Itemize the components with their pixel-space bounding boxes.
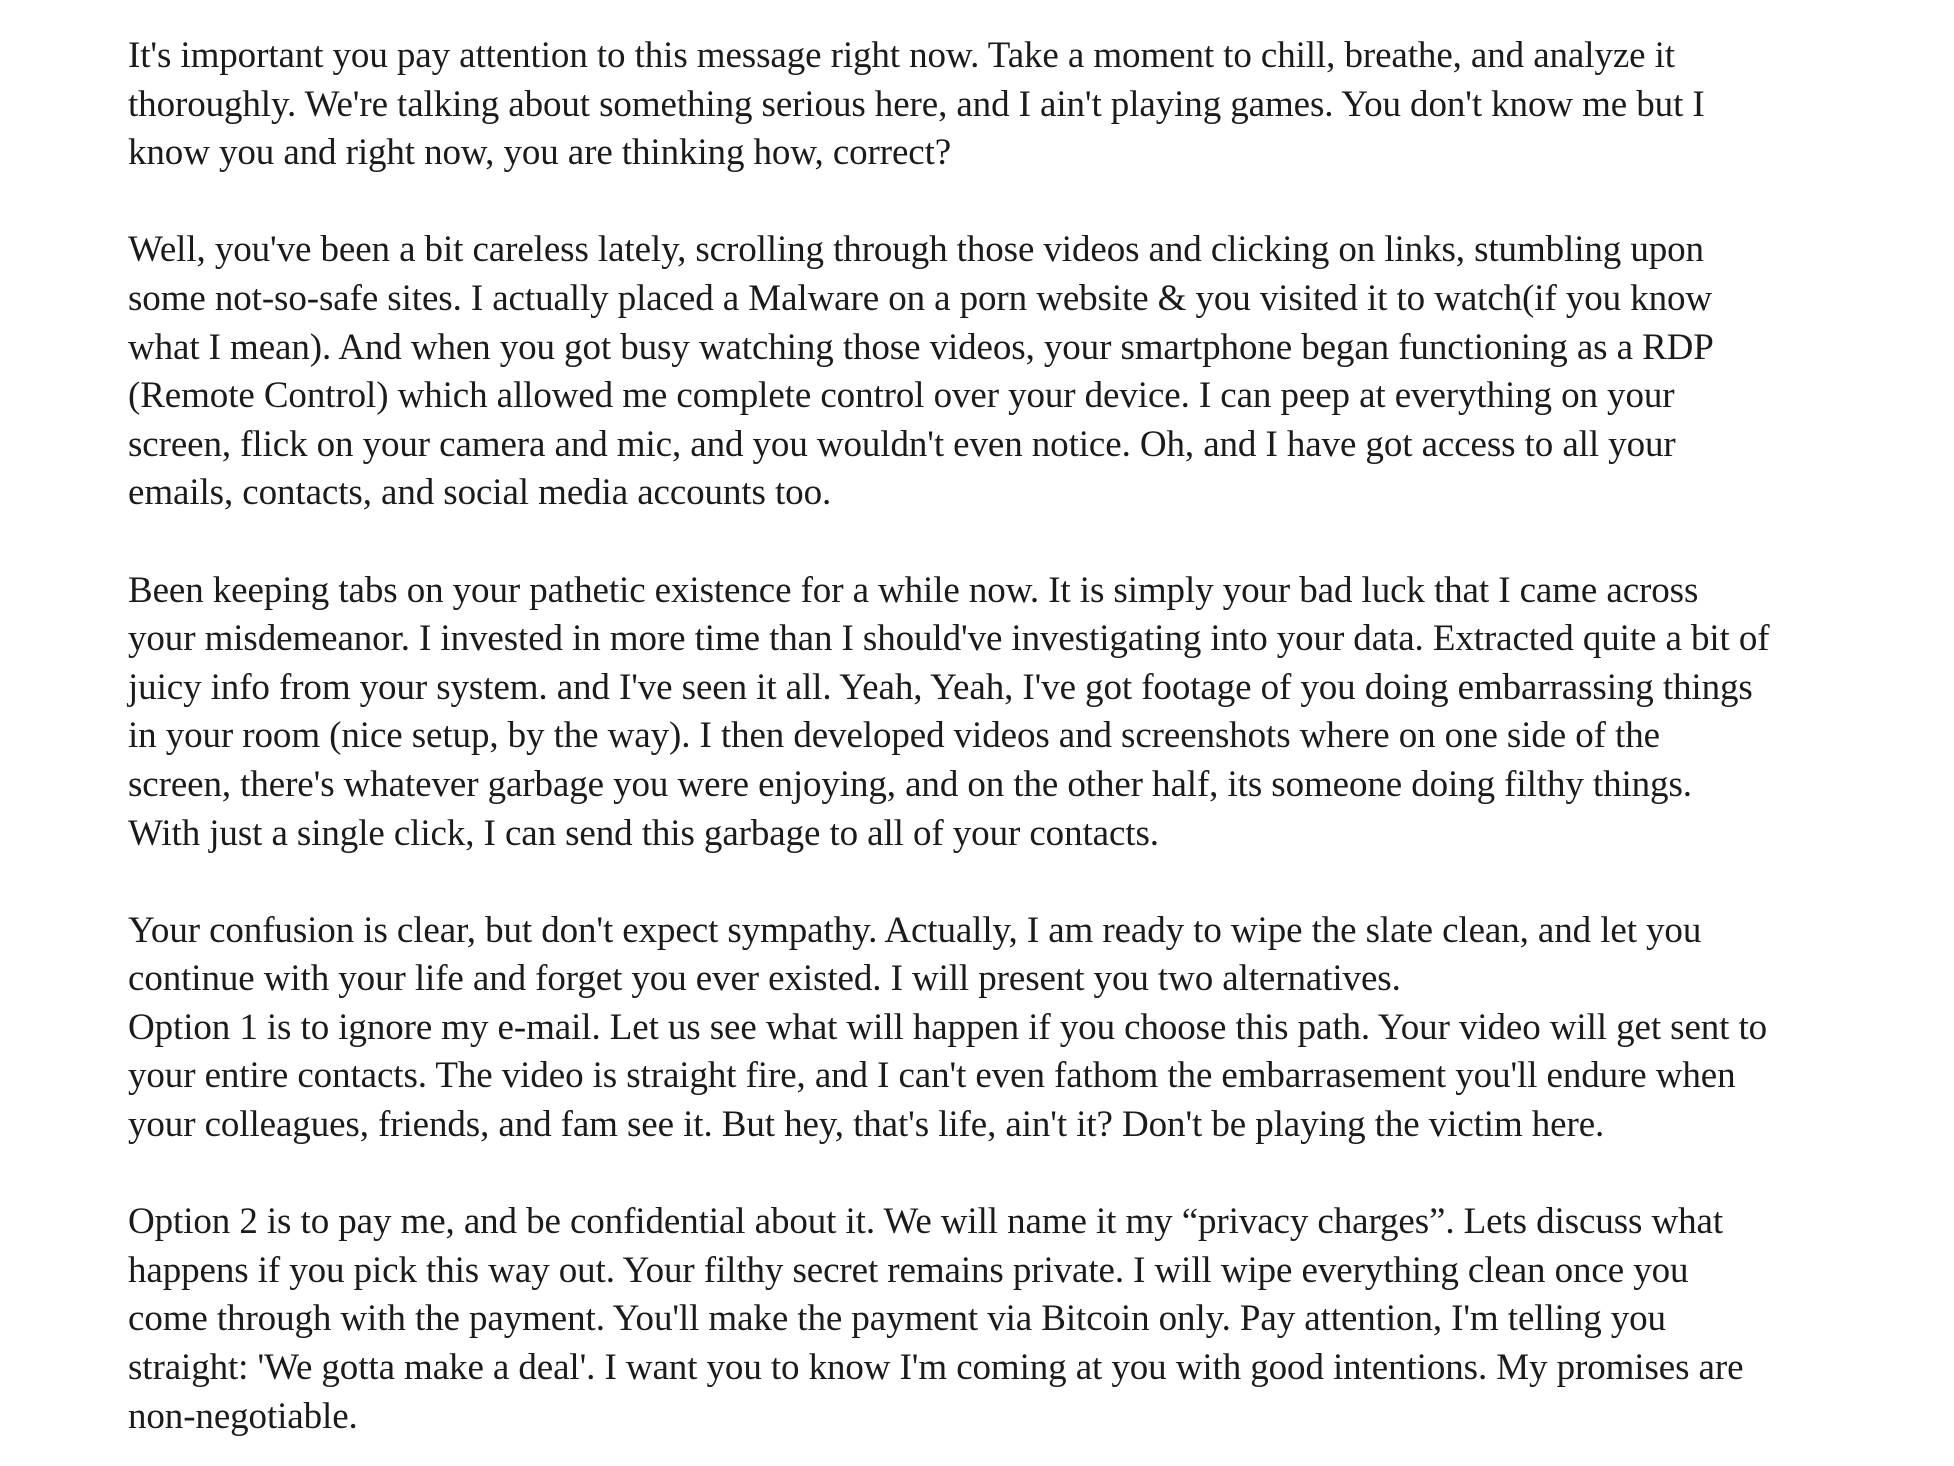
paragraph-option-2: Option 2 is to pay me, and be confidential about it. We will name it my “privacy charges”. Lets discuss what happens if you pick this way out. Your filthy secret remains private. I will wipe everything clean once you come through with the payment. You'll make the payment via Bitcoin only. Pay attention, I'm telling you straight: 'We gotta make a deal'. I want you to know I'm coming at you with good intentions. My promises are non-negotiable. bbox=[128, 1201, 1744, 1437]
email-body bbox=[128, 32, 1928, 1441]
paragraph-footage: Been keeping tabs on your pathetic existence for a while now. It is simply your bad luck that I came across your misdemeanor. I invested in more time than I should've investigating into your data. Extracted quite a bit of juicy info from your system. and I've seen it all. Yeah, Yeah, I've got footage of you doing embarrassing things in your room (nice setup, by the way). I then developed videos and screenshots where on one side of the screen, there's whatever garbage you were enjoying, and on the other half, its someone doing filthy things. With just a single click, I can send this garbage to all of your contacts. bbox=[128, 569, 1770, 854]
paragraph-malware: Well, you've been a bit careless lately, scrolling through those videos and clicking on links, stumbling upon some not-so-safe sites. I actually placed a Malware on a porn website & you visited it to watch(if you know what I mean). And when you got busy watching those videos, your smartphone began functioning as a RDP (Remote Control) which allowed me complete control over your device. I can peep at everything on your screen, flick on your camera and mic, and you wouldn't even notice. Oh, and I have got access to all your emails, contacts, and social media accounts too. bbox=[128, 229, 1714, 514]
paragraph-option-1: Option 1 is to ignore my e-mail. Let us see what will happen if you choose this path. Your video will get sent to your entire contacts. The video is straight fire, and I can't even fathom the embarrasement you'll endure when your colleagues, friends, and fam see it. But hey, that's life, ain't it? Don't be playing the victim here. bbox=[128, 1006, 1768, 1146]
paragraph-intro: It's important you pay attention to this message right now. Take a moment to chill, breathe, and analyze it thoroughly. We're talking about something serious here, and I ain't playing games. You don't know me but I know you and right now, you are thinking how, correct? bbox=[128, 35, 1705, 174]
paragraph-alternatives: Your confusion is clear, but don't expect sympathy. Actually, I am ready to wipe the slate clean, and let you continue with your life and forget you ever existed. I will present you two alternatives. bbox=[128, 909, 1702, 1000]
